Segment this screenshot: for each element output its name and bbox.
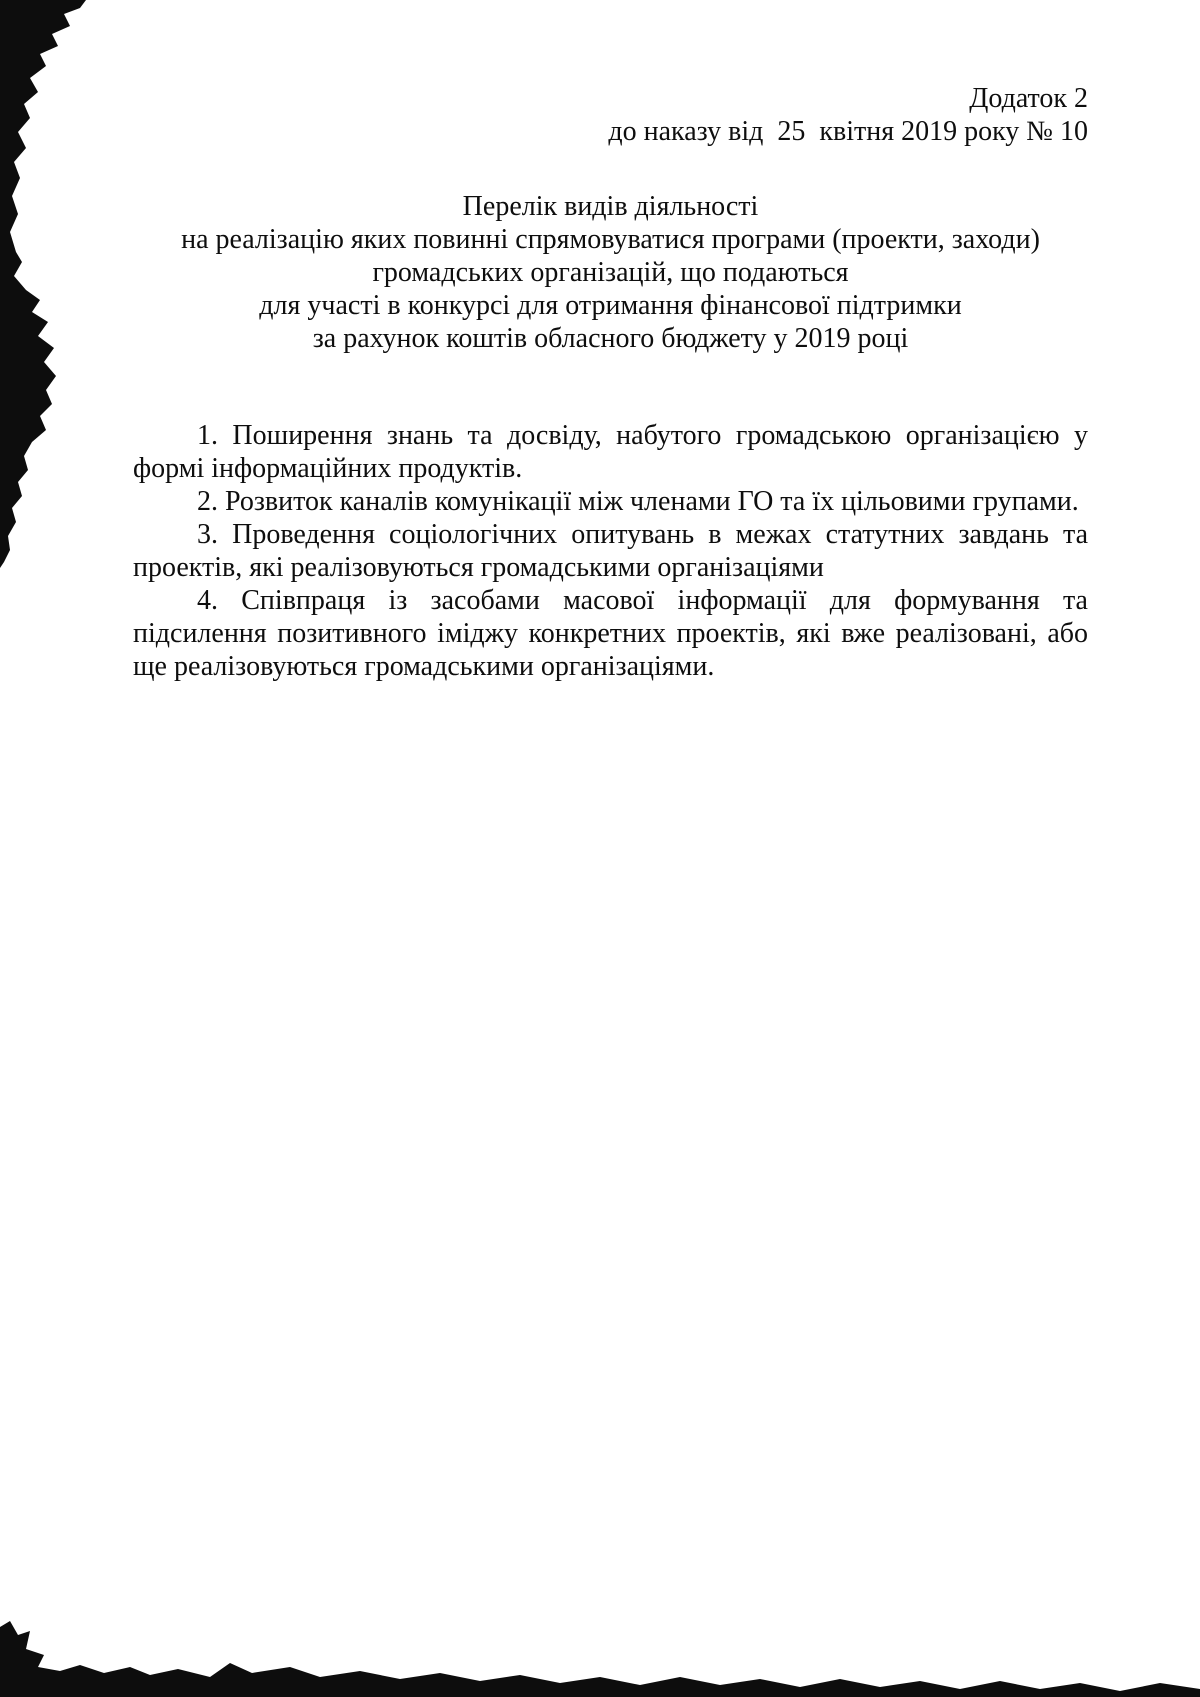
title-line: громадських організацій, що подаються [372, 257, 849, 288]
document-title [133, 190, 1088, 355]
scan-artifact-left-shape [0, 0, 86, 568]
title-line: за рахунок коштів обласного бюджету у 2019 році [312, 323, 909, 354]
body-paragraph: 2. Розвиток каналів комунікації між членами ГО та їх цільовими групами. [197, 486, 1079, 517]
document-body [133, 419, 1088, 683]
appendix-label: Додаток 2 [969, 83, 1088, 114]
body-paragraph: 4. Співпраця із засобами масової інформації для формування та підсилення позитивного іміджу конкретних проектів, які вже реалізовані, або ще реалізовуються громадськими організаціями. [133, 585, 1088, 682]
title-line: для участі в конкурсі для отримання фінансової підтримки [259, 290, 962, 321]
document-header [133, 82, 1088, 148]
body-paragraph: 3. Проведення соціологічних опитувань в межах статутних завдань та проектів, які реалізовуються громадськими організаціями [133, 519, 1088, 583]
document-content [133, 82, 1088, 683]
order-reference: до наказу від 25 квітня 2019 року № 10 [608, 116, 1088, 147]
body-paragraph: 1. Поширення знань та досвіду, набутого громадською організацією у формі інформаційних продуктів. [133, 420, 1088, 484]
scan-artifact-bottom-shape [0, 1621, 1200, 1697]
scan-artifact-left-edge [0, 0, 120, 600]
title-line: на реалізацію яких повинні спрямовуватися програми (проекти, заходи) [181, 224, 1040, 255]
scan-artifact-bottom-edge [0, 1607, 1200, 1697]
title-line: Перелік видів діяльності [462, 191, 759, 222]
